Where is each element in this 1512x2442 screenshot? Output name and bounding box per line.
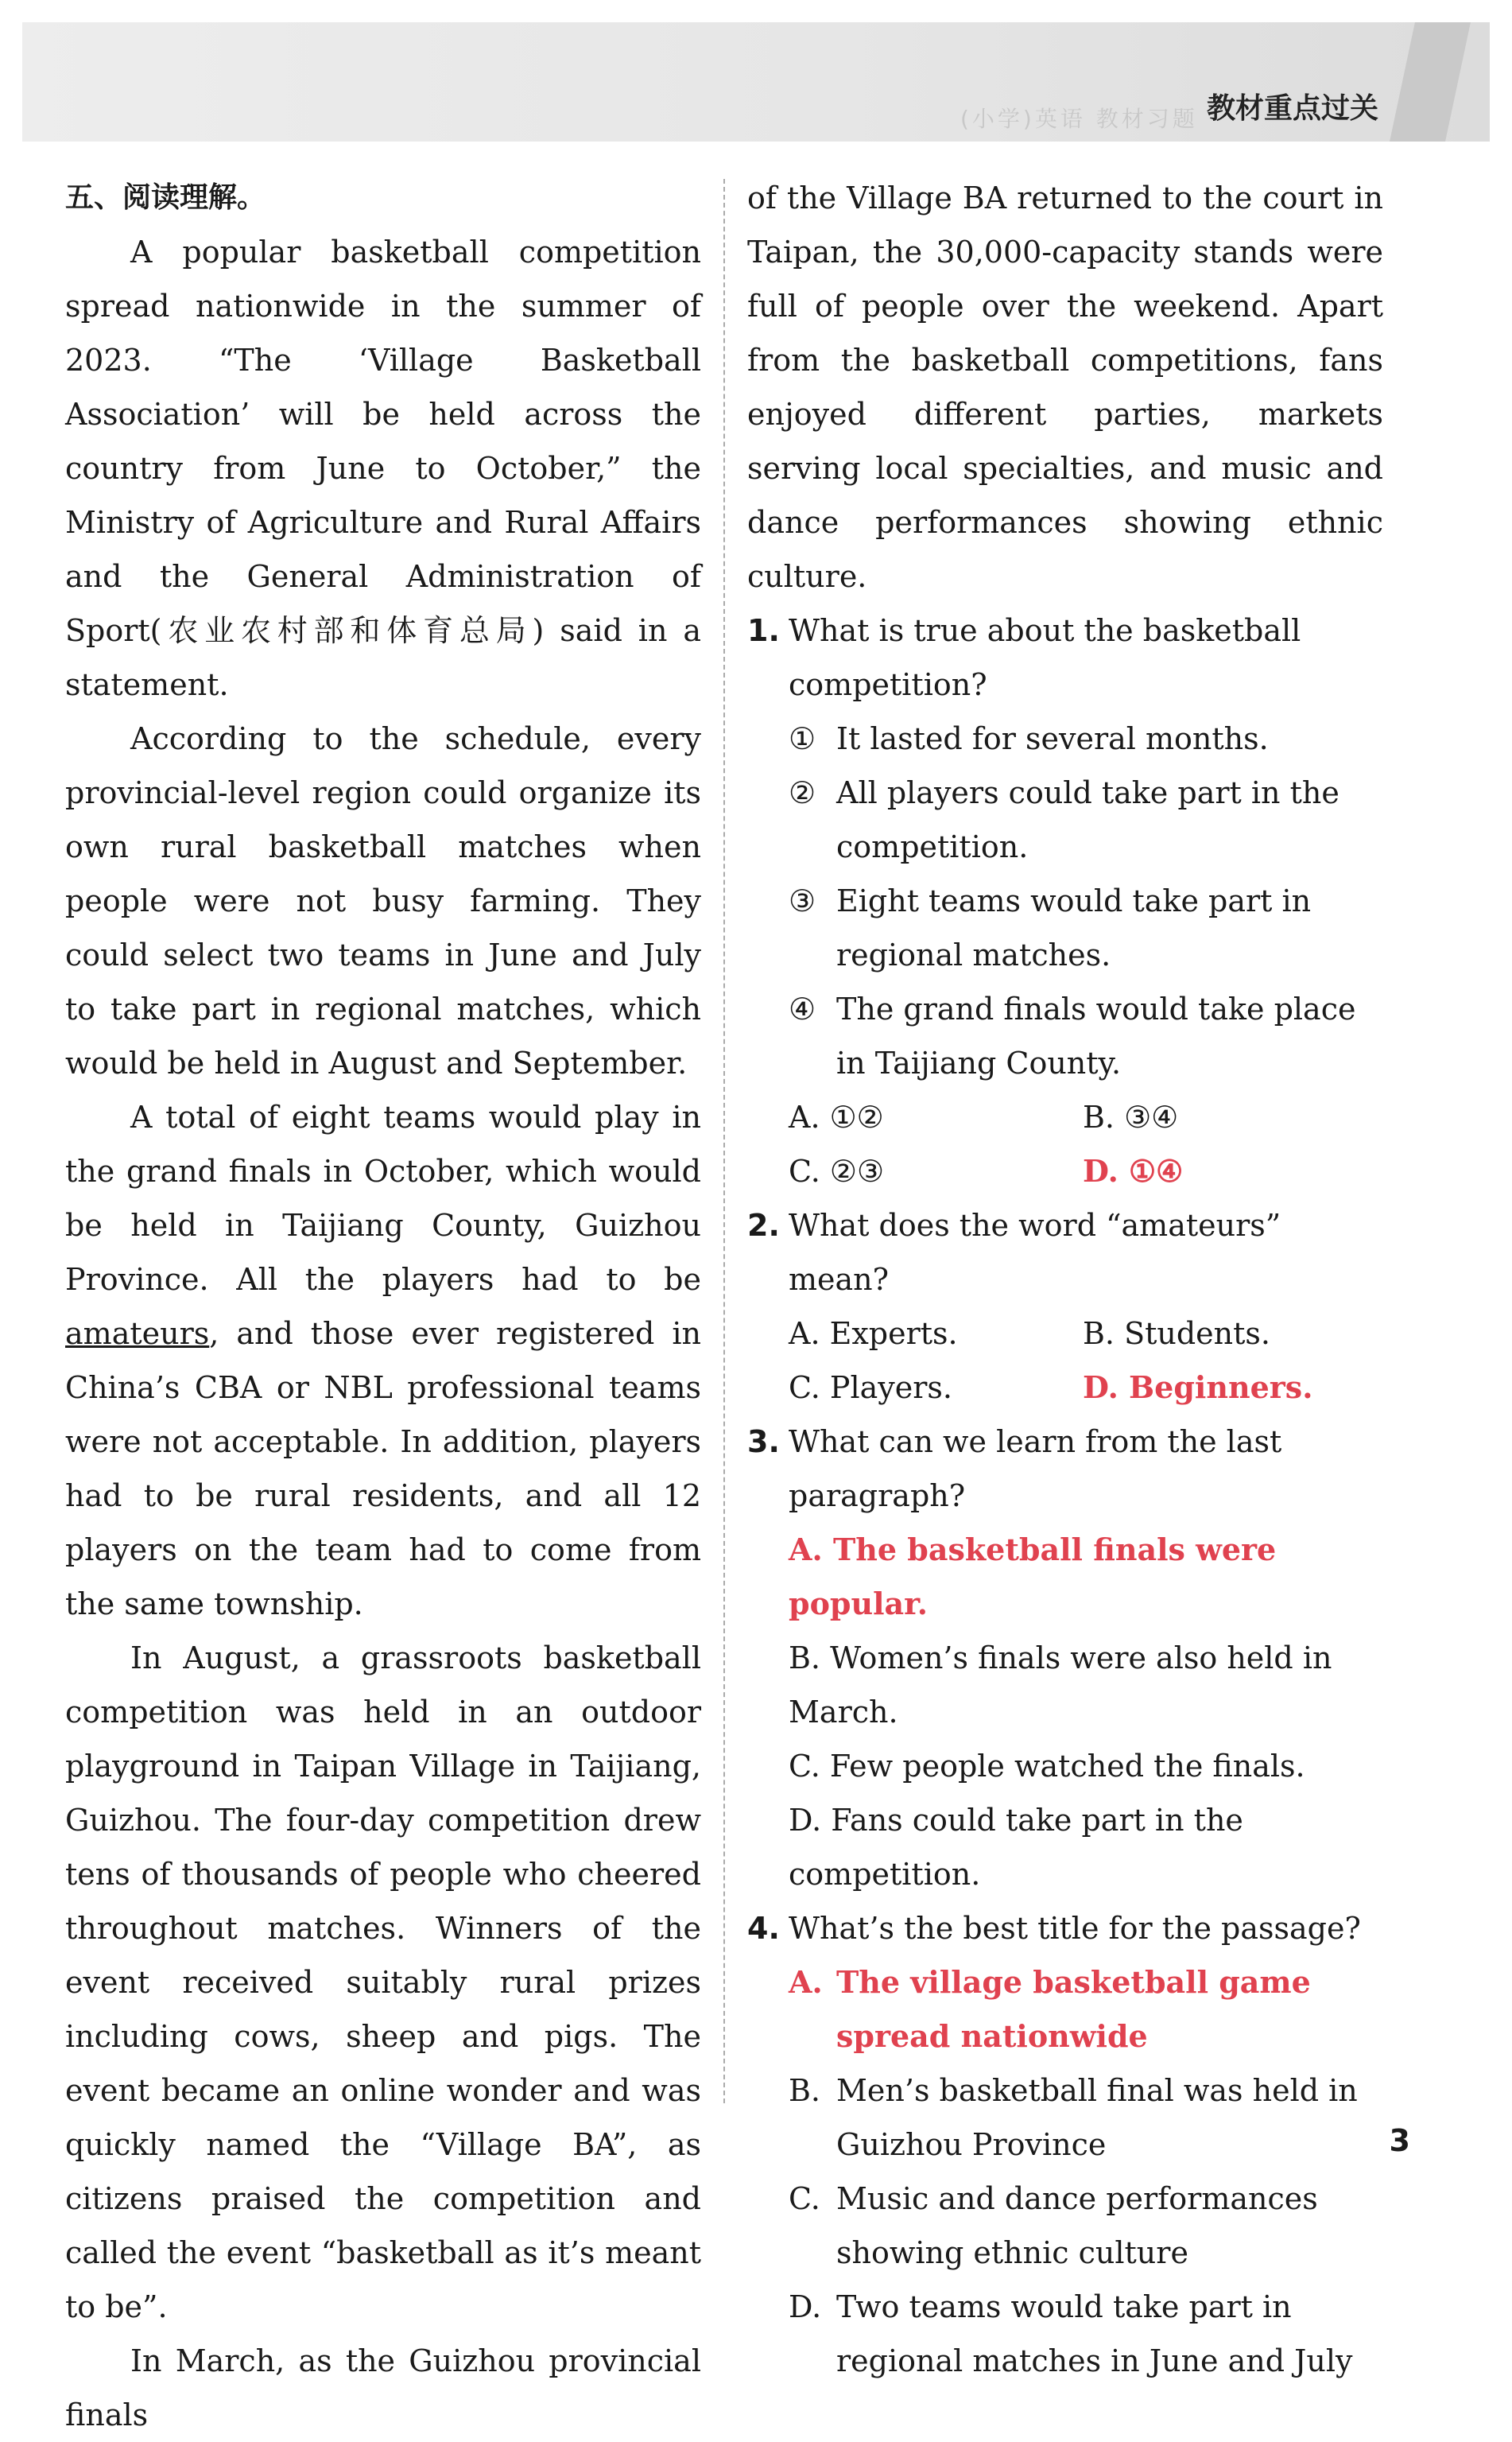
passage-paragraph-3 <box>65 1090 701 1631</box>
statement-mark: ④ <box>789 992 816 1027</box>
statement-mark: ② <box>789 775 816 810</box>
p3-part-a: A total of eight teams would play in the grand finals in October, which would be held in Taijiang County, Guizhou Province. All the players had to be <box>65 1100 701 1297</box>
option-text: Two teams would take part in regional matches in June and July <box>836 2289 1353 2378</box>
page-header <box>22 22 1490 142</box>
option-b: B. Students. <box>1083 1316 1270 1351</box>
option-c <box>747 2172 1383 2280</box>
right-column <box>747 171 1383 2388</box>
question-number: 4. <box>747 1911 780 1946</box>
options-row <box>747 1361 1383 1415</box>
header-stripe <box>1390 22 1471 142</box>
question-4 <box>747 1901 1383 1955</box>
header-faded-text: (小学)英语 教材习题 <box>960 106 1198 132</box>
question-3 <box>747 1415 1383 1523</box>
statement-3 <box>747 874 1383 982</box>
passage-paragraph-5-start: In March, as the Guizhou provincial finals <box>65 2343 701 2432</box>
statement-mark: ③ <box>789 883 816 918</box>
question-2 <box>747 1198 1383 1306</box>
option-letter: A. <box>789 1964 823 2000</box>
option-b <box>747 2063 1383 2172</box>
statement-text: It lasted for several months. <box>836 721 1269 756</box>
passage-paragraph-4: In August, a grassroots basketball competition was held in an outdoor playground in Taipan Village in Taijiang, Guizhou. The four-day competition drew tens of thousands of people who cheered throughout matches. Winners of the event received suitably rural prizes including cows, sheep and pigs. The event became an online wonder and was quickly named the “Village BA”, as citizens praised the competition and called the event “basketball as it’s meant to be”. <box>65 1640 701 2324</box>
statement-text: All players could take part in the competition. <box>836 775 1339 864</box>
header-title: 教材重点过关 <box>1206 92 1378 125</box>
option-a: A. ①② <box>789 1100 884 1135</box>
question-1 <box>747 604 1383 712</box>
option-d-answer: D. ①④ <box>1083 1153 1184 1189</box>
options-row <box>747 1144 1383 1198</box>
option-a-answer <box>747 1955 1383 2063</box>
option-text: Men’s basketball final was held in Guizhou Province <box>836 2073 1358 2162</box>
option-d-answer: D. Beginners. <box>1083 1369 1313 1405</box>
option-letter: B. <box>789 2073 821 2108</box>
statement-2 <box>747 766 1383 874</box>
p3-part-b: , and those ever registered in China’s CBA or NBL professional teams were not acceptable. In addition, players had to be rural residents, and all 12 players on the team had to come from the same township. <box>65 1316 701 1621</box>
left-column <box>65 171 701 2442</box>
option-letter: C. <box>789 2181 820 2216</box>
statement-4 <box>747 982 1383 1090</box>
option-c: C. Few people watched the finals. <box>789 1749 1305 1784</box>
option-text: Music and dance performances showing ethnic culture <box>836 2181 1318 2270</box>
option-a: A. Experts. <box>789 1316 958 1351</box>
statement-text: Eight teams would take part in regional matches. <box>836 883 1312 973</box>
section-title: 五、阅读理解。 <box>65 181 266 214</box>
option-d: D. Fans could take part in the competition. <box>789 1803 1243 1892</box>
passage-paragraph-2: According to the schedule, every provincial-level region could organize its own rural basketball matches when people were not busy farming. They could select two teams in June and July to take part in regional matches, which would be held in August and September. <box>65 721 701 1081</box>
option-d <box>747 2280 1383 2388</box>
question-text: What does the word “amateurs” mean? <box>789 1208 1281 1297</box>
option-c: C. Players. <box>789 1370 952 1405</box>
question-number: 3. <box>747 1424 780 1459</box>
question-text: What’s the best title for the passage? <box>789 1911 1361 1946</box>
page-number: 3 <box>1389 2123 1410 2158</box>
option-letter: D. <box>789 2289 822 2324</box>
option-c: C. ②③ <box>789 1154 885 1189</box>
passage-paragraph-5-cont: of the Village BA returned to the court in Taipan, the 30,000-capacity stands were full of people over the weekend. Apart from the basketball competitions, fans enjoyed different parties, markets serving local specialties, and music and dance performances showing ethnic culture. <box>747 181 1383 594</box>
question-number: 2. <box>747 1208 780 1243</box>
option-b: B. ③④ <box>1083 1100 1179 1135</box>
options-row <box>747 1090 1383 1144</box>
statement-1 <box>747 712 1383 766</box>
column-divider <box>723 179 725 2103</box>
option-a-answer: A. The basketball finals were popular. <box>789 1532 1277 1621</box>
statement-mark: ① <box>789 721 816 756</box>
option-b: B. Women’s finals were also held in March. <box>789 1640 1332 1730</box>
question-text: What is true about the basketball competition? <box>789 613 1301 702</box>
options-row <box>747 1306 1383 1361</box>
underlined-word: amateurs <box>65 1316 210 1351</box>
question-number: 1. <box>747 613 780 648</box>
passage-paragraph-1: A popular basketball competition spread nationwide in the summer of 2023. “The ‘Village Basketball Association’ will be held across the country from June to October,” the Ministry of Agriculture and Rural Affairs and the General Administration of Sport(农业农村部和体育总局) said in a statement. <box>65 235 701 702</box>
statement-text: The grand finals would take place in Taijiang County. <box>836 992 1356 1081</box>
question-text: What can we learn from the last paragraph? <box>789 1424 1282 1513</box>
option-text: The village basketball game spread nationwide <box>836 1964 1311 2054</box>
